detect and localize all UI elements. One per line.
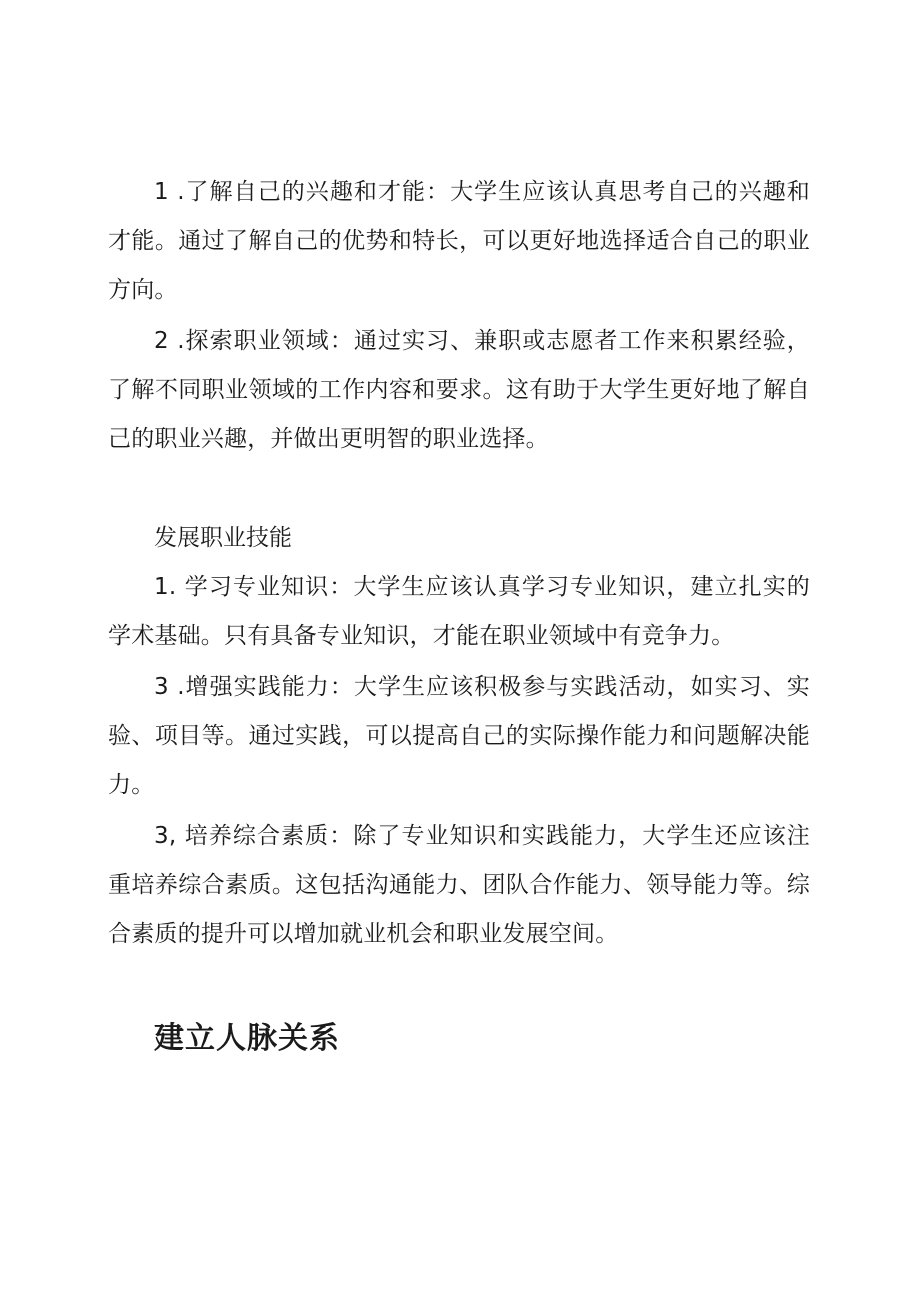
section-heading-skills: 发展职业技能 (154, 525, 292, 551)
document-page (108, 168, 810, 1061)
paragraph-professional-knowledge: 1. 学习专业知识：大学生应该认真学习专业知识，建立扎实的学术基础。只有具备专业知识，才能在职业领域中有竞争力。 (108, 574, 810, 649)
paragraph-comprehensive-quality: 3, 培养综合素质：除了专业知识和实践能力，大学生还应该注重培养综合素质。这包括沟通能力、团队合作能力、领导能力等。综合素质的提升可以增加就业机会和职业发展空间。 (108, 823, 810, 947)
paragraph-interests: 1 .了解自己的兴趣和才能：大学生应该认真思考自己的兴趣和才能。通过了解自己的优势和特长，可以更好地选择适合自己的职业方向。 (108, 179, 810, 303)
paragraph-practical-ability: 3 .增强实践能力：大学生应该积极参与实践活动，如实习、实验、项目等。通过实践，可以提高自己的实际操作能力和问题解决能力。 (108, 674, 810, 798)
paragraph-explore-fields: 2 .探索职业领域：通过实习、兼职或志愿者工作来积累经验，了解不同职业领域的工作内容和要求。这有助于大学生更好地了解自己的职业兴趣，并做出更明智的职业选择。 (108, 328, 810, 452)
section-heading-network: 建立人脉关系 (154, 1021, 340, 1056)
